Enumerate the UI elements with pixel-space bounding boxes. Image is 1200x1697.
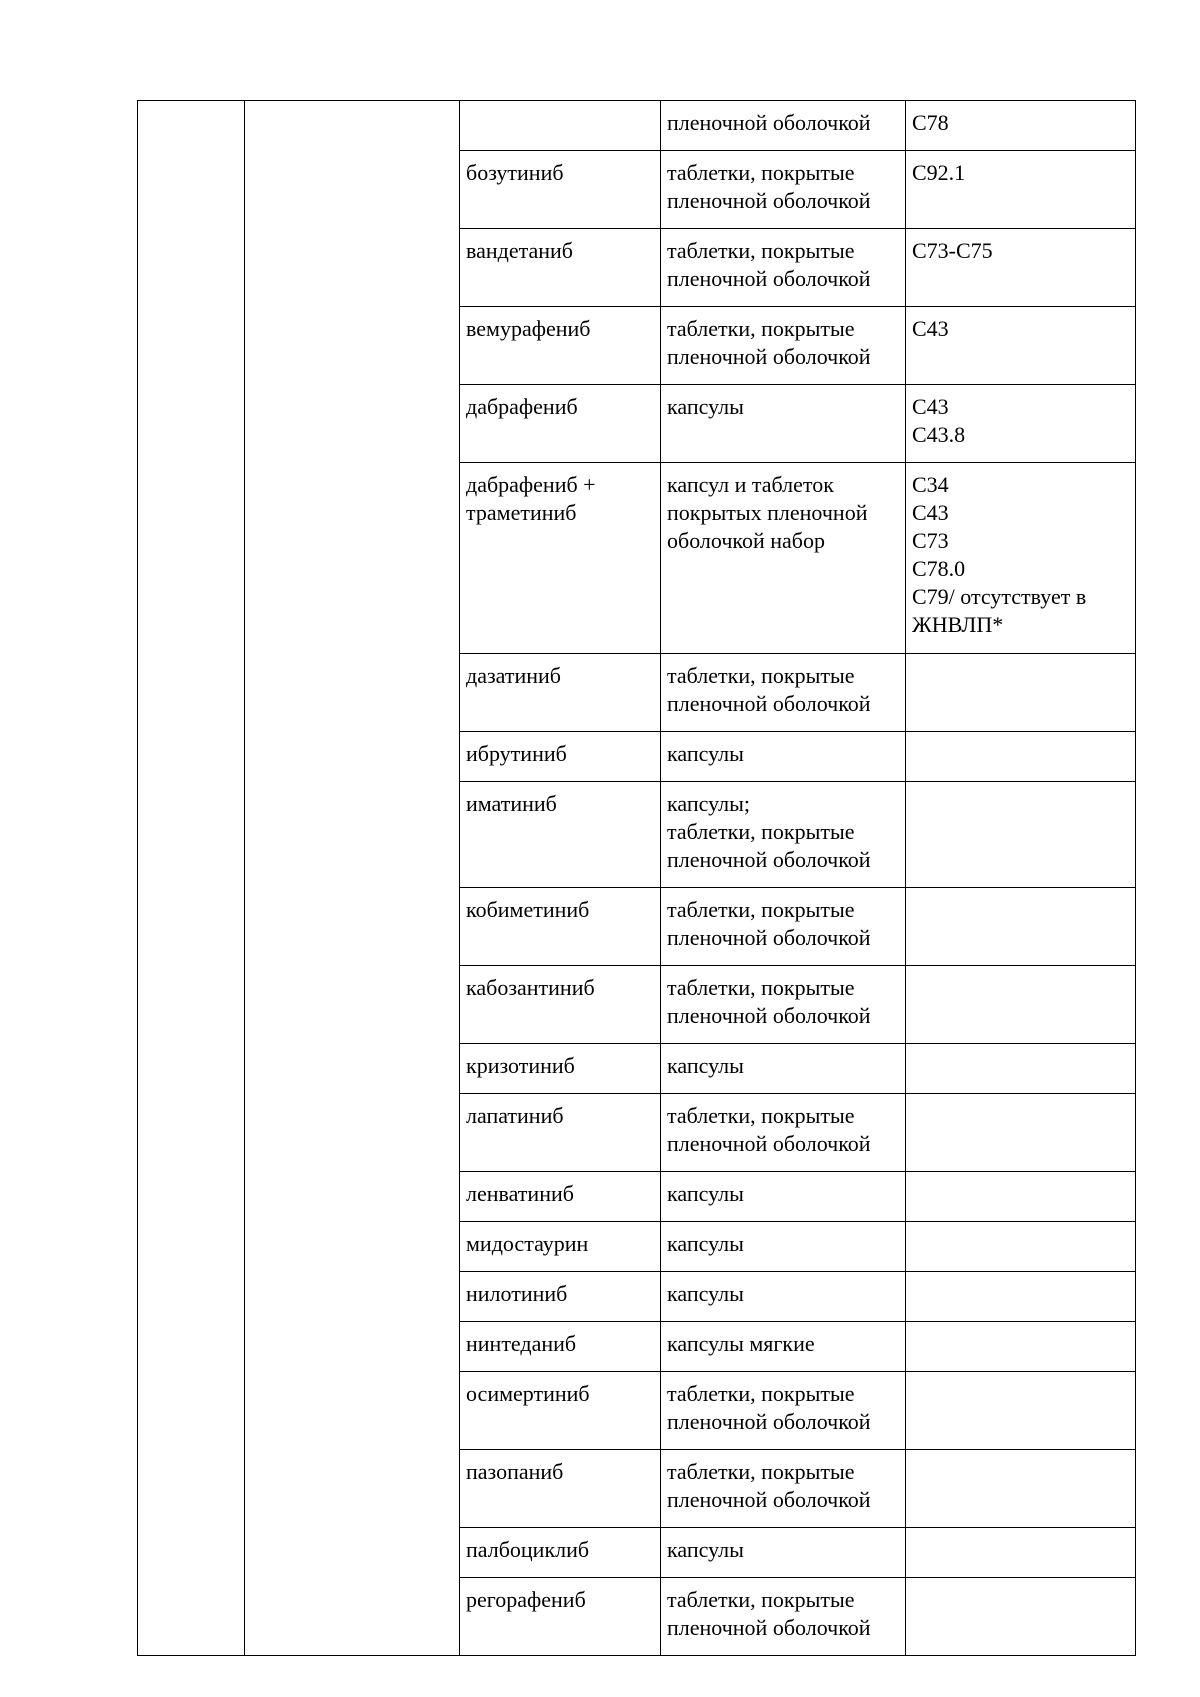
dosage-form-cell: капсулы — [661, 1172, 906, 1222]
diagnosis-codes-cell — [906, 1578, 1136, 1656]
diagnosis-codes-cell — [906, 782, 1136, 888]
dosage-form-cell: таблетки, покрытые пленочной оболочкой — [661, 966, 906, 1044]
drug-table — [137, 100, 1136, 1656]
drug-name-cell: вемурафениб — [460, 307, 661, 385]
drug-name-cell: дабрафениб + траметиниб — [460, 463, 661, 654]
diagnosis-codes-cell — [906, 1272, 1136, 1322]
dosage-form-cell: капсулы; таблетки, покрытые пленочной оболочкой — [661, 782, 906, 888]
dosage-form-cell: капсул и таблеток покрытых пленочной оболочкой набор — [661, 463, 906, 654]
diagnosis-codes-cell — [906, 1528, 1136, 1578]
diagnosis-codes-cell: C34 C43 C73 C78.0 C79/ отсутствует в ЖНВЛП* — [906, 463, 1136, 654]
diagnosis-codes-cell — [906, 654, 1136, 732]
drug-name-cell: палбоциклиб — [460, 1528, 661, 1578]
dosage-form-cell: таблетки, покрытые пленочной оболочкой — [661, 1372, 906, 1450]
diagnosis-codes-cell: C43 C43.8 — [906, 385, 1136, 463]
drug-name-cell: нилотиниб — [460, 1272, 661, 1322]
dosage-form-cell: таблетки, покрытые пленочной оболочкой — [661, 654, 906, 732]
drug-name-cell: бозутиниб — [460, 151, 661, 229]
diagnosis-codes-cell — [906, 1222, 1136, 1272]
drug-name-cell: кобиметиниб — [460, 888, 661, 966]
drug-name-cell: регорафениб — [460, 1578, 661, 1656]
table-body — [138, 101, 1136, 1656]
diagnosis-codes-cell — [906, 1044, 1136, 1094]
diagnosis-codes-cell — [906, 1372, 1136, 1450]
drug-name-cell: иматиниб — [460, 782, 661, 888]
dosage-form-cell: капсулы — [661, 1222, 906, 1272]
dosage-form-cell: пленочной оболочкой — [661, 101, 906, 151]
diagnosis-codes-cell — [906, 732, 1136, 782]
diagnosis-codes-cell — [906, 1172, 1136, 1222]
dosage-form-cell: капсулы — [661, 1528, 906, 1578]
drug-name-cell: мидостаурин — [460, 1222, 661, 1272]
diagnosis-codes-cell: C73-C75 — [906, 229, 1136, 307]
drug-name-cell: кризотиниб — [460, 1044, 661, 1094]
dosage-form-cell: капсулы — [661, 1044, 906, 1094]
dosage-form-cell: таблетки, покрытые пленочной оболочкой — [661, 1578, 906, 1656]
diagnosis-codes-cell — [906, 888, 1136, 966]
dosage-form-cell: капсулы — [661, 1272, 906, 1322]
dosage-form-cell: таблетки, покрытые пленочной оболочкой — [661, 151, 906, 229]
drug-name-cell: нинтеданиб — [460, 1322, 661, 1372]
diagnosis-codes-cell — [906, 1094, 1136, 1172]
group-code-cell — [138, 101, 245, 1656]
dosage-form-cell: таблетки, покрытые пленочной оболочкой — [661, 307, 906, 385]
group-name-cell — [245, 101, 460, 1656]
drug-name-cell: кабозантиниб — [460, 966, 661, 1044]
dosage-form-cell: капсулы мягкие — [661, 1322, 906, 1372]
diagnosis-codes-cell — [906, 966, 1136, 1044]
drug-name-cell: лапатиниб — [460, 1094, 661, 1172]
drug-name-cell: ленватиниб — [460, 1172, 661, 1222]
drug-name-cell: вандетаниб — [460, 229, 661, 307]
drug-name-cell — [460, 101, 661, 151]
dosage-form-cell: таблетки, покрытые пленочной оболочкой — [661, 1450, 906, 1528]
dosage-form-cell: капсулы — [661, 732, 906, 782]
drug-name-cell: дазатиниб — [460, 654, 661, 732]
diagnosis-codes-cell: C92.1 — [906, 151, 1136, 229]
dosage-form-cell: таблетки, покрытые пленочной оболочкой — [661, 1094, 906, 1172]
drug-name-cell: осимертиниб — [460, 1372, 661, 1450]
dosage-form-cell: таблетки, покрытые пленочной оболочкой — [661, 229, 906, 307]
table-row — [138, 101, 1136, 151]
drug-name-cell: дабрафениб — [460, 385, 661, 463]
diagnosis-codes-cell: C78 — [906, 101, 1136, 151]
diagnosis-codes-cell — [906, 1450, 1136, 1528]
drug-name-cell: ибрутиниб — [460, 732, 661, 782]
dosage-form-cell: капсулы — [661, 385, 906, 463]
drug-name-cell: пазопаниб — [460, 1450, 661, 1528]
diagnosis-codes-cell — [906, 1322, 1136, 1372]
diagnosis-codes-cell: C43 — [906, 307, 1136, 385]
dosage-form-cell: таблетки, покрытые пленочной оболочкой — [661, 888, 906, 966]
